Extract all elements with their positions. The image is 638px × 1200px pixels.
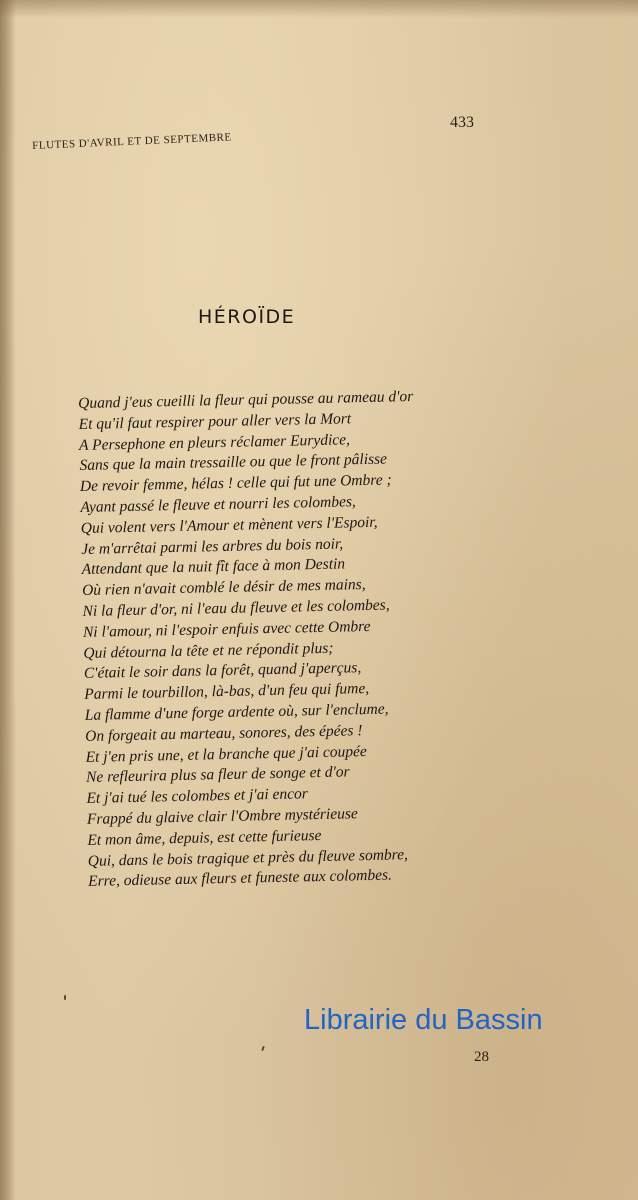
verse-line: A Persephone en pleurs réclamer Eurydice,	[78, 430, 351, 454]
verse-line: Ne refleurira plus sa fleur de songe et d'or	[85, 763, 350, 787]
verse-line: On forgeait au marteau, sonores, des épées !	[84, 721, 363, 745]
verse-line: De revoir femme, hélas ! celle qui fut une Ombre ;	[79, 471, 392, 496]
verse-line: C'était le soir dans la forêt, quand j'aperçus,	[83, 659, 362, 683]
verse-line: Quand j'eus cueilli la fleur qui pousse au rameau d'or	[78, 387, 414, 412]
page-number: 433	[450, 114, 474, 131]
running-title: FLUTES D'AVRIL ET DE SEPTEMBRE	[32, 131, 232, 152]
verse-line: Et j'en pris une, et la branche que j'ai coupée	[85, 742, 367, 766]
top-edge-shadow	[0, 0, 638, 18]
verse-line: Ni la fleur d'or, ni l'eau du fleuve et les colombes,	[82, 596, 390, 620]
verse-line: Où rien n'avait comblé le désir de mes mains,	[81, 576, 366, 600]
verse-line: Sans que la main tressaille ou que le front pâlisse	[79, 450, 388, 475]
folio-number: 28	[474, 1049, 489, 1065]
verse-line: La flamme d'une forge ardente où, sur l'enclume,	[84, 700, 389, 724]
paper-speck	[261, 1046, 265, 1051]
verse-line: Ayant passé le fleuve et nourri les colombes,	[80, 493, 356, 516]
verse-line: Erre, odieuse aux fleurs et funeste aux colombes.	[88, 866, 393, 891]
verse-line: Qui, dans le bois tragique et près du fleuve sombre,	[87, 845, 409, 870]
verse-line: Qui volent vers l'Amour et mènent vers l'Espoir,	[80, 513, 378, 537]
verse-line: Parmi le tourbillon, là-bas, d'un feu qui fume,	[84, 680, 370, 704]
paper-speck	[64, 995, 66, 1000]
verse-line: Je m'arrêtai parmi les arbres du bois noir,	[81, 535, 344, 558]
poem-title: HÉROÏDE	[198, 306, 296, 328]
verse-line: Attendant que la nuit fît face à mon Destin	[81, 555, 346, 579]
verse-line: Et mon âme, depuis, est cette furieuse	[87, 826, 322, 849]
verse-line: Et j'ai tué les colombes et j'ai encor	[86, 785, 309, 808]
verse-line: Ni l'amour, ni l'espoir enfuis avec cette Ombre	[82, 617, 371, 641]
binding-shadow	[0, 0, 16, 1200]
watermark-text: Librairie du Bassin	[304, 1004, 543, 1036]
verse-line: Qui détourna la tête et ne répondit plus;	[83, 639, 334, 662]
poem-body	[78, 383, 608, 893]
verse-line: Et qu'il faut respirer pour aller vers la Mort	[78, 410, 352, 433]
verse-line: Frappé du glaive clair l'Ombre mystérieuse	[86, 805, 358, 828]
